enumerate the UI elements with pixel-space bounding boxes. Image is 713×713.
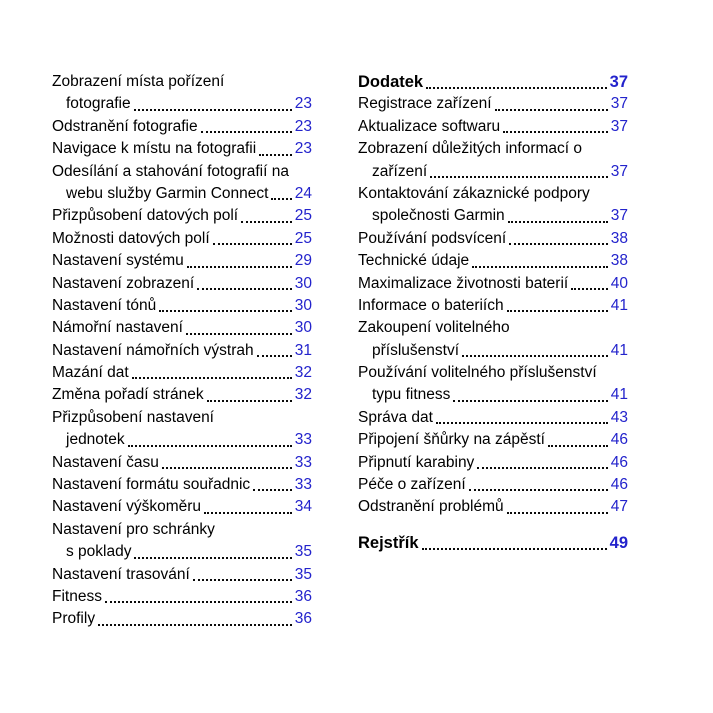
dot-leader [207,400,292,402]
toc-entry[interactable] [358,317,628,339]
dot-leader [472,266,608,268]
toc-page-number: 36 [294,587,312,605]
toc-entry-title: Fitness [52,587,102,605]
toc-entry-title: fotografie [66,95,131,113]
toc-entry[interactable] [52,71,312,93]
toc-page-number: 36 [294,610,312,628]
dot-leader [477,467,607,469]
toc-entry-title: Námořní nastavení [52,319,183,337]
toc-entry[interactable] [52,429,312,451]
toc-entry-title: Nastavení trasování [52,565,190,583]
toc-entry[interactable] [52,273,312,295]
dot-leader [159,310,291,312]
toc-entry[interactable] [52,317,312,339]
toc-entry-title: Nastavení formátu souřadnic [52,476,251,494]
toc-entry[interactable] [52,161,312,183]
toc-entry[interactable] [358,362,628,384]
toc-entry-title: Odstranění fotografie [52,117,198,135]
toc-page-number: 41 [610,386,628,404]
toc-page-number: 33 [294,476,312,494]
dot-leader [571,288,608,290]
toc-page-number: 38 [610,229,628,247]
toc-entry[interactable] [358,295,628,317]
toc-page-number: 46 [610,453,628,471]
toc-entry-title: Nastavení systému [52,252,184,270]
dot-leader [509,243,608,245]
toc-entry[interactable] [52,93,312,115]
dot-leader [105,601,292,603]
toc-entry-title: Nastavení výškoměru [52,498,202,516]
toc-entry[interactable] [52,519,312,541]
toc-entry-title: Používání podsvícení [358,229,507,247]
toc-entry-title: Navigace k místu na fotografii [52,140,257,158]
toc-entry-title: jednotek [66,431,125,449]
toc-page-number: 41 [610,341,628,359]
dot-leader [508,221,608,223]
toc-entry-title: Nastavení času [52,453,159,471]
toc-entry[interactable] [52,340,312,362]
toc-entry-title: Technické údaje [358,252,470,270]
dot-leader [213,243,292,245]
dot-leader [271,198,291,200]
toc-entry-title: Zakoupení volitelného [358,319,510,337]
toc-page-number: 31 [294,341,312,359]
toc-entry-title: Připnutí karabiny [358,453,475,471]
toc-page-number: 46 [610,476,628,494]
dot-leader [241,221,292,223]
toc-page-number: 37 [610,162,628,180]
toc-page-number: 29 [294,252,312,270]
toc-page-number: 49 [609,533,628,552]
toc-page-number: 47 [610,498,628,516]
toc-entry[interactable] [358,93,628,115]
toc-page-number: 37 [610,95,628,113]
toc-page-number: 24 [294,184,312,202]
dot-leader [186,333,292,335]
toc-entry[interactable] [358,205,628,227]
toc-entry[interactable] [52,228,312,250]
toc-page-number: 43 [610,408,628,426]
toc-entry-title: Používání volitelného příslušenství [358,364,597,382]
toc-page-number: 46 [610,431,628,449]
toc-page-number: 38 [610,252,628,270]
toc-entry[interactable] [358,384,628,406]
toc-entry[interactable] [52,384,312,406]
dot-leader [422,548,607,550]
toc-entry-title: Nastavení pro schránky [52,520,215,538]
dot-leader [453,400,607,402]
toc-entry-title: Změna pořadí stránek [52,386,204,404]
dot-leader [201,131,292,133]
dot-leader [436,422,608,424]
toc-entry-title: Zobrazení místa pořízení [52,73,225,90]
toc-entry[interactable] [358,183,628,205]
dot-leader [134,109,292,111]
toc-entry-title: Profily [52,610,96,628]
dot-leader [128,445,292,447]
toc-entry-title: Přizpůsobení nastavení [52,408,214,426]
toc-entry[interactable] [358,161,628,183]
toc-page-number: 33 [294,431,312,449]
toc-entry-title: Nastavení námořních výstrah [52,341,254,359]
toc-entry-title: Aktualizace softwaru [358,117,501,135]
dot-leader [132,377,292,379]
toc-entry-title: Odesílání a stahování fotografií na [52,162,289,180]
toc-heading[interactable] [358,71,628,93]
toc-page-number: 23 [294,117,312,135]
toc-entry-title: Připojení šňůrky na zápěstí [358,431,545,449]
toc-entry-title: Informace o bateriích [358,296,504,314]
toc-entry-title: společnosti Garmin [372,207,505,225]
toc-heading-title: Rejstřík [358,533,419,552]
toc-entry[interactable] [52,586,312,608]
toc-page-number: 37 [610,207,628,225]
toc-entry[interactable] [52,608,312,630]
dot-leader [98,624,292,626]
toc-entry[interactable] [52,205,312,227]
toc-column-left [52,71,312,713]
dot-leader [259,154,292,156]
toc-entry[interactable] [52,295,312,317]
toc-entry[interactable] [52,541,312,563]
toc-entry-title: webu služby Garmin Connect [66,184,269,202]
toc-entry[interactable] [52,250,312,272]
toc-entry[interactable] [52,474,312,496]
dot-leader [134,557,291,559]
toc-entry[interactable] [358,429,628,451]
dot-leader [426,87,607,89]
toc-entry-title: Odstranění problémů [358,498,504,516]
dot-leader [503,131,608,133]
toc-entry-title: Nastavení zobrazení [52,274,195,292]
toc-entry[interactable] [52,116,312,138]
toc-entry[interactable] [52,407,312,429]
toc-page-number: 30 [294,296,312,314]
toc-entry[interactable] [52,564,312,586]
toc-page-number: 32 [294,386,312,404]
toc-entry[interactable] [358,116,628,138]
toc-entry[interactable] [358,273,628,295]
toc-entry[interactable] [52,362,312,384]
toc-entry-title: Kontaktování zákaznické podpory [358,184,590,202]
toc-page-number: 41 [610,296,628,314]
toc-entry-title: Nastavení tónů [52,296,157,314]
toc-entry[interactable] [358,407,628,429]
dot-leader [162,467,292,469]
toc-entry[interactable] [358,452,628,474]
dot-leader [204,512,292,514]
toc-page-number: 35 [294,565,312,583]
toc-entry[interactable] [52,138,312,160]
toc-page-number: 37 [609,73,628,91]
dot-leader [430,176,608,178]
toc-heading[interactable] [358,532,628,554]
toc-entry-title: typu fitness [372,386,451,404]
dot-leader [193,579,292,581]
toc-entry-title: Mazání dat [52,364,129,382]
toc-entry-title: s poklady [66,543,132,561]
toc-entry-title: Správa dat [358,408,433,426]
toc-page-number: 30 [294,319,312,337]
toc-page-number: 40 [610,274,628,292]
toc-heading-title: Dodatek [358,73,424,91]
toc-entry-title: Zobrazení důležitých informací o [358,140,582,158]
toc-entry[interactable] [52,183,312,205]
toc-entry-title: Péče o zařízení [358,476,466,494]
toc-entry[interactable] [52,452,312,474]
toc-page-number: 23 [294,95,312,113]
toc-page-number: 37 [610,117,628,135]
toc-page-number: 34 [294,498,312,516]
dot-leader [495,109,608,111]
toc-entry-title: příslušenství [372,341,460,359]
dot-leader [548,445,608,447]
toc-page-number: 35 [294,543,312,561]
toc-entry[interactable] [358,496,628,518]
toc-entry[interactable] [358,340,628,362]
toc-page-number: 25 [294,229,312,247]
toc-entry-title: Maximalizace životnosti baterií [358,274,569,292]
dot-leader [462,355,608,357]
dot-leader [257,355,292,357]
dot-leader [197,288,292,290]
toc-entry[interactable] [358,250,628,272]
toc-column-right [358,71,628,713]
toc-page-number: 30 [294,274,312,292]
toc-entry[interactable] [358,474,628,496]
toc-page-number: 25 [294,207,312,225]
toc-entry-title: Přizpůsobení datových polí [52,207,239,225]
dot-leader [187,266,292,268]
toc-page-number: 33 [294,453,312,471]
toc-entry[interactable] [52,496,312,518]
toc-entry[interactable] [358,138,628,160]
dot-leader [507,512,608,514]
toc-page-number: 32 [294,364,312,382]
dot-leader [507,310,608,312]
toc-entry[interactable] [358,228,628,250]
toc-entry-title: Registrace zařízení [358,95,492,113]
toc-page-number: 23 [294,140,312,158]
toc-entry-title: Možnosti datových polí [52,229,210,247]
dot-leader [469,489,608,491]
dot-leader [253,489,292,491]
toc-entry-title: zařízení [372,162,428,180]
